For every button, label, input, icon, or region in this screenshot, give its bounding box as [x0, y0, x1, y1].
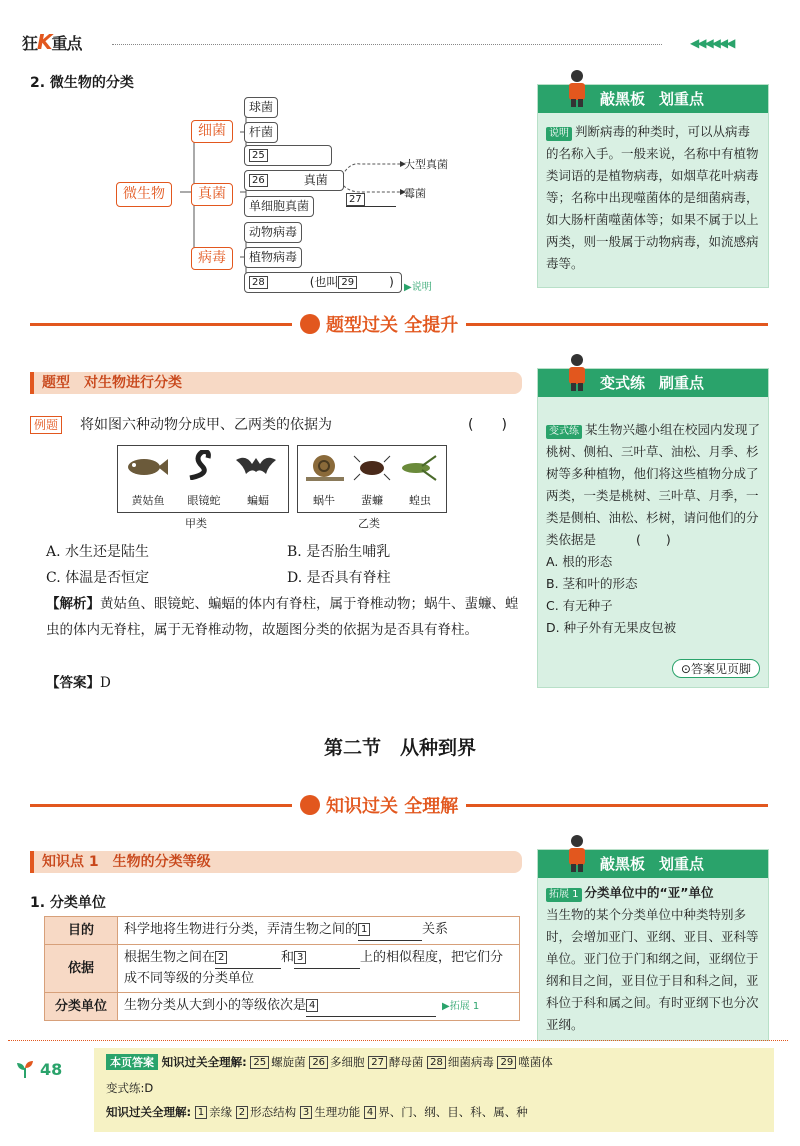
blank-number: 26 — [309, 1056, 328, 1069]
target-icon — [300, 795, 320, 815]
explain-tag: 说明 — [546, 127, 572, 141]
row-label: 分类单位 — [45, 993, 118, 1021]
panel-text: 当生物的某个分类单位中种类特别多时，会增加亚门、亚纲、亚目、亚科等单位。亚门位于门和纲之间，亚纲位于纲和目之间，亚目位于目和科之间，亚科位于科和属之间。有时亚纲下也分次亚纲。 — [546, 907, 759, 1032]
extend-title: 分类单位中的“亚”单位 — [584, 885, 714, 900]
teacher-icon — [560, 68, 594, 108]
row-content — [118, 917, 520, 945]
blank-number: 29 — [497, 1056, 516, 1069]
answer-item: 界、门、纲、目、科、属、种 — [378, 1105, 528, 1119]
panel-subtitle: 刷重点 — [659, 374, 705, 392]
knowledge-point-bar — [30, 851, 522, 873]
microbe-root: 微生物 — [116, 182, 172, 207]
answer-label: 【答案】 — [46, 675, 100, 691]
row-label: 依据 — [45, 945, 118, 993]
answer-item: 螺旋菌 — [271, 1055, 306, 1069]
answer-link-text: 答案见页脚 — [690, 662, 751, 676]
section-title-practice — [292, 311, 466, 337]
practice-panel — [537, 368, 769, 688]
blank-number: 3 — [300, 1106, 312, 1119]
answer-item: 多细胞 — [330, 1055, 365, 1069]
header-arrows-icon: ◀◀◀◀◀◀ — [690, 36, 734, 50]
answer-item: 噬菌体 — [518, 1055, 553, 1069]
header-divider — [112, 44, 662, 45]
blank-number: 27 — [346, 193, 365, 206]
locust-icon — [396, 452, 440, 482]
footer-line-1 — [106, 1054, 553, 1070]
cobra-icon — [180, 450, 224, 480]
section-title-text: 题型过关 全提升 — [326, 315, 459, 336]
blank-number: 3 — [294, 951, 306, 964]
close-paren: ) — [389, 275, 394, 289]
plant-virus-node: 植物病毒 — [244, 247, 302, 268]
answer-link[interactable]: ⊙答案见页脚 — [672, 659, 760, 678]
animal-label: 蜚蠊 — [361, 494, 383, 507]
row-text: 和 — [281, 950, 295, 965]
row-text: 科学地将生物进行分类，弄清生物之间的 — [124, 922, 359, 937]
answer-item: 亲缘 — [209, 1105, 233, 1119]
footer-label: 知识过关全理解: — [161, 1055, 247, 1069]
panel-subtitle: 划重点 — [659, 855, 705, 873]
target-icon — [300, 314, 320, 334]
section-title-knowledge — [292, 792, 466, 818]
option-c: C. 有无种子 — [546, 598, 613, 613]
option-d: D. 是否具有脊柱 — [287, 570, 391, 586]
group-a-label: 甲类 — [185, 517, 207, 530]
blank-1 — [358, 920, 422, 941]
answers-tag: 本页答案 — [106, 1054, 158, 1070]
bacteria-virus-node — [244, 272, 402, 293]
section-title-text: 知识过关 全理解 — [326, 796, 459, 817]
kp-text: 生物的分类等级 — [112, 854, 211, 870]
units-heading: 1. 分类单位 — [30, 895, 106, 911]
practice-tag: 变式练 — [546, 425, 582, 439]
panel-title: 变式练 — [600, 374, 646, 392]
logo-part-a: 狂 — [22, 34, 38, 53]
blank-number: 2 — [215, 951, 227, 964]
fungi-suffix: 真菌 — [303, 173, 328, 187]
answer-item: 酵母菌 — [388, 1055, 424, 1069]
fish-icon — [124, 452, 168, 482]
note-panel-subunit — [537, 849, 769, 1041]
row-text: 根据生物之间在 — [124, 950, 216, 965]
panel-text: 某生物兴趣小组在校园内发现了桃树、侧柏、三叶草、油松、月季、杉树等多种植物，他们将这些植物分成了两类，一类是桃树、三叶草、月季，一类是侧柏、油松、杉树，请问他们的分类依据是 — [546, 422, 761, 547]
sprout-icon — [14, 1058, 36, 1080]
row-text: 生物分类从大到小的等级依次是 — [124, 998, 307, 1013]
note-panel-virus — [537, 84, 769, 288]
fungi-node: 真菌 — [191, 183, 233, 206]
kp-label: 知识点 1 — [42, 854, 99, 870]
tree-connectors — [110, 92, 530, 292]
animal-label: 蝗虫 — [409, 494, 431, 507]
extend-tag: 拓展 1 — [546, 888, 582, 902]
footer-label: 知识过关全理解: — [106, 1105, 192, 1119]
answer-item: 细菌病毒 — [447, 1055, 494, 1069]
panel-subtitle: 划重点 — [659, 90, 705, 108]
blank-number: 25 — [249, 149, 268, 162]
panel-body — [546, 121, 760, 275]
blank-4 — [306, 996, 436, 1017]
type-label: 题型 — [42, 375, 70, 391]
option-a: A. 水生还是陆生 — [46, 544, 150, 560]
cockroach-icon — [350, 452, 394, 482]
blank-number: 1 — [358, 923, 370, 936]
answer-paren: ( ) — [468, 417, 507, 433]
animal-label: 蜗牛 — [313, 494, 335, 507]
coccus-node: 球菌 — [244, 97, 278, 118]
blank-number: 1 — [195, 1106, 207, 1119]
blank-number: 29 — [338, 276, 357, 289]
bacillus-node: 杆菌 — [244, 122, 278, 143]
footer-line-3 — [106, 1104, 528, 1120]
page-number: 48 — [40, 1060, 63, 1079]
option-b: B. 茎和叶的形态 — [546, 576, 638, 591]
table-row — [45, 945, 520, 993]
answer-footer — [94, 1048, 774, 1132]
blank-27 — [346, 192, 396, 207]
student-icon — [560, 352, 594, 392]
analysis — [46, 591, 522, 643]
explain-link[interactable]: ▶说明 — [404, 282, 432, 293]
row-text: 上的相似程度，把它们分成不同等级的分类单位 — [124, 950, 504, 986]
panel-text: 判断病毒的种类时，可以从病毒的名称入手。一般来说，名称中有植物类词语的是植物病毒，如烟草花叶病毒等；名称中出现噬菌体的是细菌病毒，如大肠杆菌噬菌体等；如果不属于以上两类，则一般属于动物病毒，如流感病毒等。 — [546, 124, 759, 271]
virus-node: 病毒 — [191, 247, 233, 270]
logo-k: K — [37, 30, 52, 54]
example-tag: 例题 — [30, 416, 62, 434]
option-c: C. 体温是否恒定 — [46, 570, 150, 586]
extend-link[interactable]: ▶拓展 1 — [442, 1001, 480, 1012]
microbe-heading: 2. 微生物的分类 — [30, 75, 134, 91]
option-d: D. 种子外有无果皮包被 — [546, 620, 677, 635]
option-a: A. 根的形态 — [546, 554, 613, 569]
blank-25 — [244, 145, 332, 166]
blank-number: 28 — [427, 1056, 446, 1069]
panel-title: 敲黑板 — [600, 90, 646, 108]
blank-3 — [294, 948, 360, 969]
answer-value: D — [100, 675, 111, 691]
bat-icon — [234, 450, 278, 480]
animal-virus-node: 动物病毒 — [244, 222, 302, 243]
footer-divider — [8, 1040, 788, 1041]
mold-label: 霉菌 — [404, 187, 426, 200]
brand-logo — [22, 30, 82, 54]
answer-item: 形态结构 — [250, 1105, 297, 1119]
chapter-title: 第二节 从种到界 — [323, 737, 476, 759]
analysis-text: 黄姑鱼、眼镜蛇、蝙蝠的体内有脊柱，属于脊椎动物；蜗牛、蜚蠊、蝗虫的体内无脊柱，属于无脊椎动物，故题图分类的依据为是否具有脊柱。 — [46, 596, 519, 638]
blank-number: 26 — [249, 174, 268, 187]
blank-number: 27 — [368, 1056, 387, 1069]
blank-number: 2 — [236, 1106, 248, 1119]
panel-body — [546, 419, 760, 639]
large-fungi-label: 大型真菌 — [404, 158, 448, 171]
animal-label: 眼镜蛇 — [187, 494, 221, 507]
units-table — [44, 916, 520, 1021]
animal-label: 蝙蝠 — [247, 494, 269, 507]
panel-body — [546, 882, 760, 1036]
row-content — [118, 993, 520, 1021]
animal-group-a — [117, 445, 289, 513]
bacteria-node: 细菌 — [191, 120, 233, 143]
animal-label: 黄姑鱼 — [131, 494, 165, 507]
table-row — [45, 993, 520, 1021]
blank-number: 25 — [250, 1056, 269, 1069]
answer — [46, 670, 111, 696]
blank-number: 28 — [249, 276, 268, 289]
analysis-label: 【解析】 — [46, 596, 100, 612]
unicellular-fungi-node: 单细胞真菌 — [244, 196, 314, 217]
row-content — [118, 945, 520, 993]
option-b: B. 是否胎生哺乳 — [287, 544, 391, 560]
answer-paren: ( ) — [636, 532, 671, 547]
panel-title: 敲黑板 — [600, 855, 646, 873]
also-called: (也叫 — [309, 275, 339, 289]
footer-line-2: 变式练:D — [106, 1081, 154, 1095]
answer-item: 生理功能 — [314, 1105, 361, 1119]
row-tail: 关系 — [422, 922, 449, 937]
animal-group-b — [297, 445, 447, 513]
group-b-label: 乙类 — [358, 517, 380, 530]
table-row — [45, 917, 520, 945]
snail-icon — [302, 452, 346, 482]
fungi-multi-node — [244, 170, 344, 191]
logo-part-b: 重点 — [51, 34, 82, 53]
type-bar — [30, 372, 522, 394]
row-label: 目的 — [45, 917, 118, 945]
blank-number: 4 — [364, 1106, 376, 1119]
blank-number: 4 — [306, 999, 318, 1012]
example-question: 将如图六种动物分成甲、乙两类的依据为 — [80, 417, 332, 433]
teacher-icon — [560, 833, 594, 873]
blank-2 — [215, 948, 281, 969]
type-text: 对生物进行分类 — [84, 375, 182, 391]
